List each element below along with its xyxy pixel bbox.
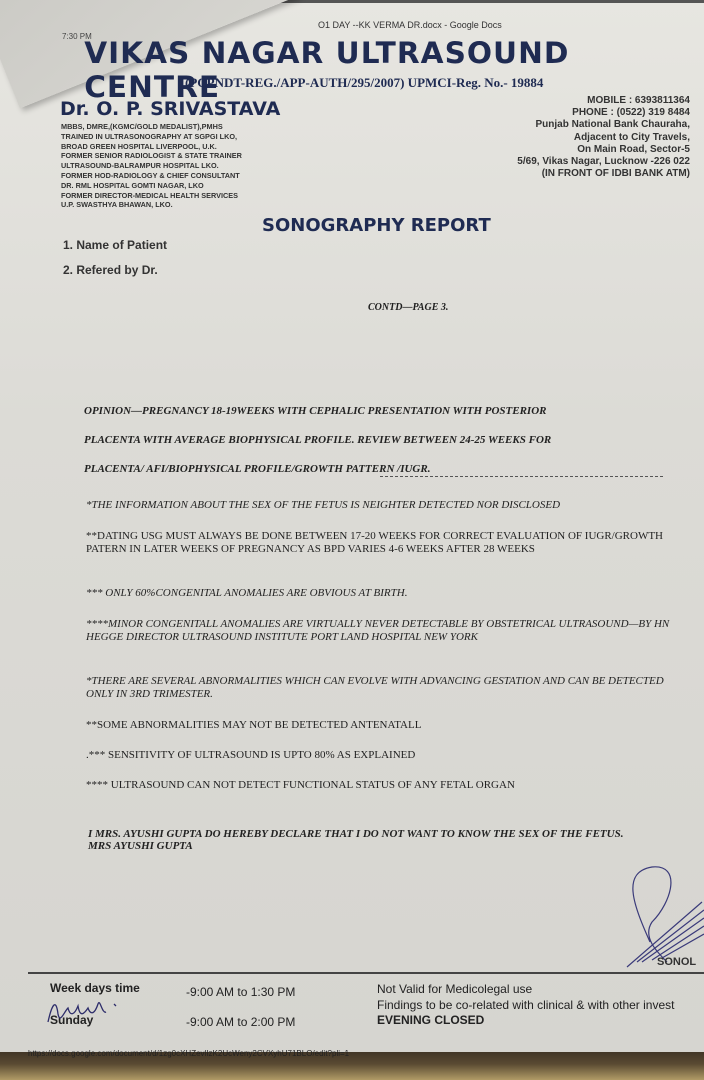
page-edge-shadow <box>250 0 704 3</box>
patient-name-field: 1. Name of Patient <box>63 238 168 252</box>
contact-address-line: (IN FRONT OF IDBI BANK ATM) <box>541 168 690 180</box>
evening-closed-note: EVENING CLOSED <box>377 1013 485 1027</box>
doctor-name: Dr. O. P. SRIVASTAVA <box>60 98 281 120</box>
continued-page-label: CONTD—PAGE 3. <box>368 302 449 313</box>
note-sensitivity: .*** SENSITIVITY OF ULTRASOUND IS UPTO 80% AS EXPLAINED <box>86 749 416 761</box>
footer-divider <box>28 972 704 974</box>
opinion-line: OPINION—PREGNANCY 18-19WEEKS WITH CEPHALIC PRESENTATION WITH POSTERIOR <box>84 405 547 417</box>
declarant-name: MRS AYUSHI GUPTA <box>88 840 193 852</box>
contact-address-line: On Main Road, Sector-5 <box>577 143 690 155</box>
note-antenatal: **SOME ABNORMALITIES MAY NOT BE DETECTED ANTENATALL <box>86 719 422 731</box>
registration-line: (PCPNDT-REG./APP-AUTH/295/2007) UPMCI-Reg. No.- 19884 <box>185 75 544 90</box>
correlation-note: Findings to be co-related with clinical & with other invest <box>377 998 675 1012</box>
sonologist-label: SONOL <box>657 956 697 968</box>
clinic-contact <box>517 95 690 180</box>
qualification-line: FORMER DIRECTOR-MEDICAL HEALTH SERVICES <box>61 190 239 200</box>
qualification-line: BROAD GREEN HOSPITAL LIVERPOOL, U.K. <box>61 141 217 151</box>
sunday-hours: -9:00 AM to 2:00 PM <box>186 1015 296 1029</box>
note-evolving-abnormalities: *THERE ARE SEVERAL ABNORMALITIES WHICH CAN EVOLVE WITH ADVANCING GESTATION AND CAN BE DETECTED ONLY IN 3RD TRIMESTER. <box>86 675 664 700</box>
declaration-text: I MRS. AYUSHI GUPTA DO HEREBY DECLARE THAT I DO NOT WANT TO KNOW THE SEX OF THE FETUS. <box>88 828 624 840</box>
note-dating-usg: **DATING USG MUST ALWAYS BE DONE BETWEEN 17-20 WEEKS FOR CORRECT EVALUATION OF IUGR/GROWTH PATERN IN LATER WEEKS OF PREGNANCY AS BPD VARIES 4-6 WEEKS AFTER 28 WEEKS <box>86 530 664 555</box>
weekdays-label: Week days time <box>50 981 140 995</box>
opinion-line: PLACENTA WITH AVERAGE BIOPHYSICAL PROFILE. REVIEW BETWEEN 24-25 WEEKS FOR <box>84 434 552 446</box>
doctor-qualifications <box>61 122 242 210</box>
contact-address-line: Adjacent to City Travels, <box>573 131 690 143</box>
contact-phone: PHONE : (0522) 319 8484 <box>572 107 690 119</box>
opinion-line: PLACENTA/ AFI/BIOPHYSICAL PROFILE/GROWTH PATTERN /IUGR. <box>84 463 431 475</box>
handwritten-signature-icon <box>44 994 124 1028</box>
print-url: https://docs.google.com/document/d/1zg0cXHZevlIzK2UcWeny2CVXyhU71BLO/edit?pli=1 <box>28 1049 350 1058</box>
qualification-line: TRAINED IN ULTRASONOGRAPHY AT SGPGI LKO, <box>61 131 238 141</box>
sunday-label: Sunday <box>50 1013 94 1027</box>
qualification-line: FORMER HOD-RADIOLOGY & CHIEF CONSULTANT <box>61 170 240 180</box>
print-doc-title: O1 DAY --KK VERMA DR.docx - Google Docs <box>318 20 502 30</box>
report-title: SONOGRAPHY REPORT <box>262 215 491 236</box>
note-minor-anomalies: ****MINOR CONGENITALL ANOMALIES ARE VIRTUALLY NEVER DETECTABLE BY OBSTETRICAL ULTRASOUND—BY HN HEGGE DIRECTOR ULTRASOUND INSTITUTE PORT LAND HOSPITAL NEW YORK <box>86 618 670 643</box>
medicolegal-note: Not Valid for Medicolegal use <box>377 982 533 996</box>
contact-mobile: MOBILE : 6393811364 <box>587 95 690 106</box>
qualification-line: ULTRASOUND-BALRAMPUR HOSPITAL LKO. <box>61 161 219 171</box>
weekdays-hours: -9:00 AM to 1:30 PM <box>186 985 296 999</box>
declaration <box>88 828 688 852</box>
qualification-line: MBBS, DMRE,(KGMC/GOLD MEDALIST),PMHS <box>61 122 223 131</box>
referred-by-field: 2. Refered by Dr. <box>63 263 158 277</box>
opinion-block <box>84 397 664 484</box>
note-functional-status: **** ULTRASOUND CAN NOT DETECT FUNCTIONAL STATUS OF ANY FETAL ORGAN <box>86 779 515 791</box>
contact-address-line: Punjab National Bank Chauraha, <box>535 119 690 131</box>
print-time: 7:30 PM <box>62 32 92 41</box>
qualification-line: DR. RML HOSPITAL GOMTI NAGAR, LKO <box>61 180 204 190</box>
note-congenital-anomalies: *** ONLY 60%CONGENITAL ANOMALIES ARE OBVIOUS AT BIRTH. <box>86 587 408 599</box>
qualification-line: U.P. SWASTHYA BHAWAN, LKO. <box>61 200 173 210</box>
contact-address-line: 5/69, Vikas Nagar, Lucknow -226 022 <box>517 156 690 168</box>
qualification-line: FORMER SENIOR RADIOLOGIST & STATE TRAINER <box>61 151 242 161</box>
dashed-divider <box>380 476 663 477</box>
note-sex-disclosure: *THE INFORMATION ABOUT THE SEX OF THE FETUS IS NEIGHTER DETECTED NOR DISCLOSED <box>86 499 561 511</box>
clinic-name: VIKAS NAGAR ULTRASOUND CENTRE <box>84 36 570 104</box>
